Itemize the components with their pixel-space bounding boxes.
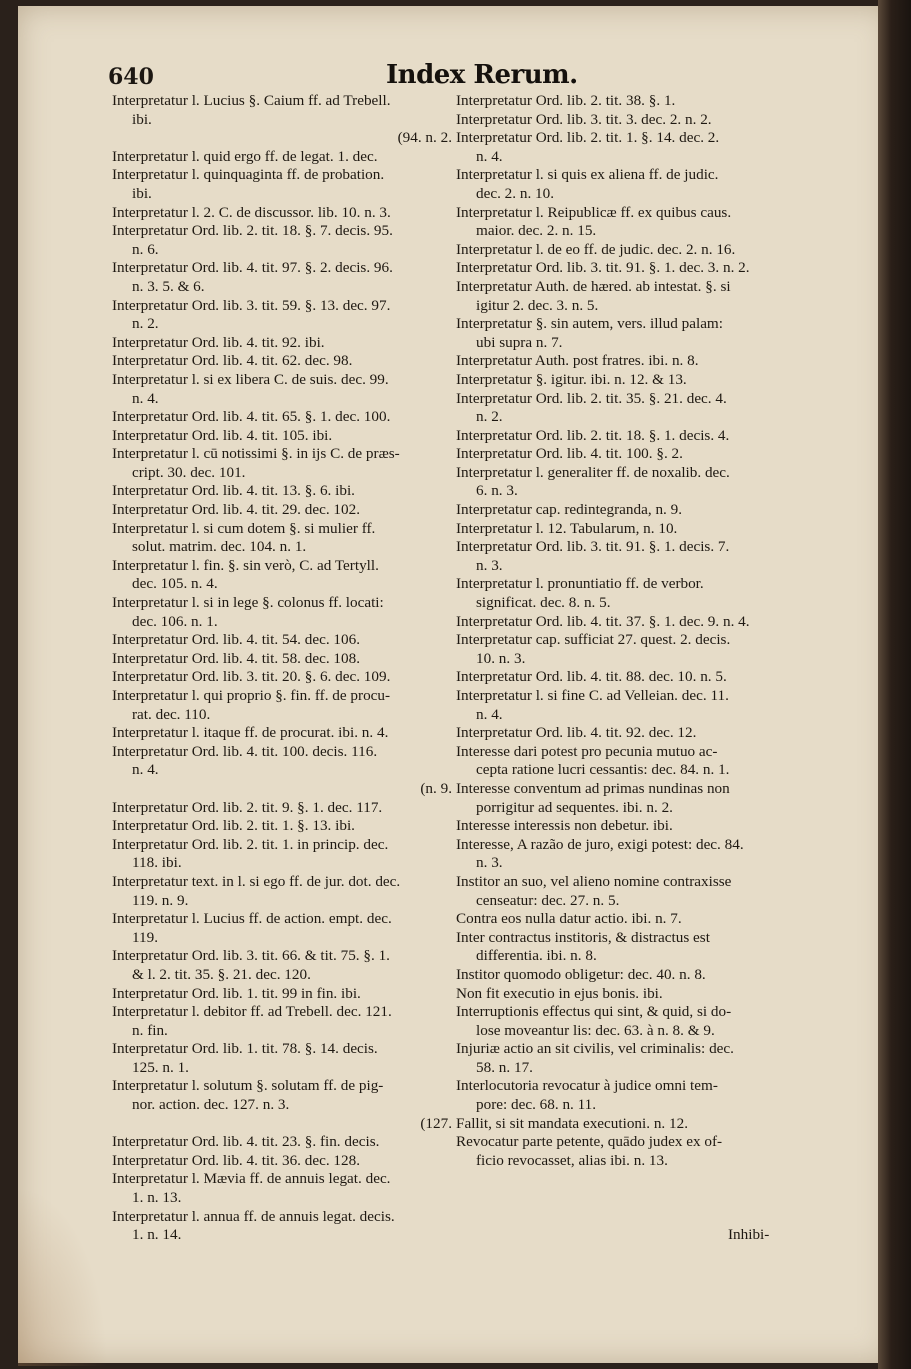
entry-continuation-line: pore: dec. 68. n. 11. — [476, 1096, 597, 1114]
entry-continuation-line: 118. ibi. — [132, 854, 182, 872]
index-entry — [456, 315, 786, 352]
index-entry — [112, 799, 452, 818]
index-entry — [456, 668, 786, 687]
entry-first-line: Interpretatur Ord. lib. 4. tit. 54. dec. 106. — [112, 631, 360, 649]
entry-first-line: Interlocutoria revocatur à judice omni tem- — [456, 1077, 718, 1095]
entry-first-line: Interpretatur text. in l. si ego ff. de jur. dot. dec. — [112, 872, 401, 890]
index-entry — [112, 1040, 452, 1077]
index-entry — [456, 817, 786, 836]
entry-first-line: Interpretatur cap. redintegranda, n. 9. — [456, 501, 683, 519]
entry-continuation-line: n. 3. 5. & 6. — [132, 277, 205, 295]
entry-first-line: Interpretatur l. Mævia ff. de annuis legat. dec. — [112, 1170, 391, 1188]
entry-continuation-line: n. 4. — [476, 147, 503, 165]
index-entry — [456, 985, 786, 1004]
entry-first-line: Inter contractus institoris, & distractus est — [456, 928, 710, 946]
index-entry — [112, 445, 452, 482]
entry-continuation-line: ibi. — [132, 110, 152, 128]
entry-first-line: Interpretatur l. 12. Tabularum, n. 10. — [456, 519, 678, 537]
entry-first-line: Interpretatur Ord. lib. 2. tit. 1. in princip. dec. — [112, 835, 389, 853]
entry-first-line: Revocatur parte petente, quādo judex ex of- — [456, 1133, 723, 1151]
entry-continuation-line: n. 2. — [476, 408, 503, 426]
index-entry — [456, 687, 786, 724]
entry-continuation-line: cepta ratione lucri cessantis: dec. 84. n. 1. — [476, 761, 730, 779]
entry-first-line: Interpretatur l. 2. C. de discussor. lib. 10. n. 3. — [112, 203, 391, 221]
entry-first-line: Institor an suo, vel alieno nomine contraxisse — [456, 872, 732, 890]
entry-first-line: Interpretatur §. igitur. ibi. n. 12. & 13. — [456, 370, 687, 388]
index-entry — [456, 1003, 786, 1040]
index-entry — [456, 575, 786, 612]
index-entry — [112, 352, 452, 371]
index-entry — [456, 278, 786, 315]
entry-first-line: Interesse interessis non debetur. ibi. — [456, 817, 673, 835]
entry-first-line: Interpretatur l. si in lege §. colonus ff. locati: — [112, 594, 384, 612]
entry-continuation-line: rat. dec. 110. — [132, 705, 211, 723]
entry-first-line: Interruptionis effectus qui sint, & quid, si do- — [456, 1003, 732, 1021]
index-entry — [456, 111, 786, 130]
index-entry — [456, 910, 786, 929]
entry-first-line: Interpretatur l. cū notissimi §. in ijs C. de præs- — [112, 445, 400, 463]
index-entry — [456, 1115, 786, 1134]
entry-first-line: Interpretatur Auth. post fratres. ibi. n. 8. — [456, 352, 699, 370]
entry-continuation-line: 125. n. 1. — [132, 1058, 189, 1076]
entry-first-line: Interpretatur §. sin autem, vers. illud palam: — [456, 315, 723, 333]
right-column — [456, 92, 786, 1170]
entry-first-line: Interpretatur Ord. lib. 3. tit. 91. §. 1. decis. 7. — [456, 538, 730, 556]
entry-continuation-line: (n. 9. — [420, 779, 452, 797]
index-entry — [112, 204, 452, 223]
index-entry — [456, 780, 786, 817]
entry-first-line: Interpretatur Ord. lib. 4. tit. 36. dec. 128. — [112, 1151, 360, 1169]
entry-continuation-line: censeatur: dec. 27. n. 5. — [476, 891, 620, 909]
entry-first-line: Interesse conventum ad primas nundinas non — [456, 779, 730, 797]
entry-continuation-line: n. 4. — [476, 705, 503, 723]
index-entry — [112, 1003, 452, 1040]
entry-continuation-line: porrigitur ad sequentes. ibi. n. 2. — [476, 798, 673, 816]
index-entry — [456, 520, 786, 539]
entry-continuation-line: (94. n. 2. — [397, 129, 452, 147]
entry-first-line: Contra eos nulla datur actio. ibi. n. 7. — [456, 910, 682, 928]
index-entry — [112, 836, 452, 873]
entry-first-line: Interpretatur Ord. lib. 4. tit. 29. dec. 102. — [112, 501, 360, 519]
index-entry — [112, 222, 452, 259]
entry-first-line: Interpretatur Ord. lib. 2. tit. 18. §. 1. decis. 4. — [456, 426, 730, 444]
entry-first-line: Interpretatur cap. sufficiat 27. quest. 2. decis. — [456, 631, 731, 649]
entry-first-line: Interpretatur Ord. lib. 4. tit. 97. §. 2. decis. 96. — [112, 259, 393, 277]
index-entry — [112, 148, 452, 167]
index-entry — [112, 297, 452, 334]
index-entry — [456, 724, 786, 743]
entry-first-line: Interpretatur l. Lucius ff. de action. empt. dec. — [112, 910, 392, 928]
entry-first-line: Interpretatur Ord. lib. 2. tit. 1. §. 13. ibi. — [112, 817, 355, 835]
entry-continuation-line: ibi. — [132, 184, 152, 202]
entry-first-line: Interpretatur Ord. lib. 3. tit. 66. & tit. 75. §. 1. — [112, 947, 390, 965]
index-entry — [456, 166, 786, 203]
entry-first-line: Interpretatur l. si quis ex aliena ff. de judic. — [456, 166, 719, 184]
entry-continuation-line: igitur 2. dec. 3. n. 5. — [476, 296, 599, 314]
entry-continuation-line: 10. n. 3. — [476, 649, 526, 667]
entry-first-line: Interpretatur Ord. lib. 4. tit. 105. ibi. — [112, 426, 333, 444]
index-entry — [112, 427, 452, 446]
index-entry — [456, 613, 786, 632]
entry-first-line: Interpretatur Ord. lib. 2. tit. 38. §. 1. — [456, 92, 676, 109]
index-entry — [456, 1077, 786, 1114]
index-entry — [456, 204, 786, 241]
entry-first-line: Interpretatur Ord. lib. 2. tit. 1. §. 14. dec. 2. — [456, 129, 720, 147]
index-entry — [112, 557, 452, 594]
entry-first-line: Fallit, si sit mandata executioni. n. 12. — [456, 1114, 688, 1132]
entry-continuation-line: dec. 106. n. 1. — [132, 612, 218, 630]
entry-first-line: Interpretatur l. si ex libera C. de suis. dec. 99. — [112, 370, 389, 388]
index-entry — [112, 947, 452, 984]
entry-continuation-line: significat. dec. 8. n. 5. — [476, 594, 611, 612]
entry-first-line: Interpretatur Ord. lib. 1. tit. 78. §. 14. decis. — [112, 1040, 378, 1058]
entry-first-line: Interpretatur l. quinquaginta ff. de probation. — [112, 166, 385, 184]
entry-first-line: Interpretatur Ord. lib. 4. tit. 58. dec. 108. — [112, 649, 360, 667]
index-entry — [112, 408, 452, 427]
entry-continuation-line: nor. action. dec. 127. n. 3. — [132, 1096, 290, 1114]
index-entry — [112, 166, 452, 203]
page-number: 640 — [108, 64, 154, 90]
entry-first-line: Interpretatur Ord. lib. 4. tit. 65. §. 1. dec. 100. — [112, 408, 391, 426]
entry-first-line: Interpretatur l. qui proprio §. fin. ff. de procu- — [112, 687, 391, 704]
index-entry — [112, 594, 452, 631]
index-entry — [112, 1152, 452, 1171]
index-entry — [112, 668, 452, 687]
entry-first-line: Interpretatur l. solutum §. solutam ff. de pig- — [112, 1077, 384, 1095]
entry-continuation-line: n. fin. — [132, 1021, 168, 1039]
index-entry — [112, 817, 452, 836]
index-entry — [112, 1170, 452, 1207]
entry-continuation-line: n. 4. — [132, 389, 159, 407]
index-entry — [112, 92, 452, 148]
index-entry — [112, 334, 452, 353]
entry-continuation-line: n. 3. — [476, 854, 503, 872]
entry-continuation-line: 6. n. 3. — [476, 482, 518, 500]
entry-first-line: Interpretatur l. Reipublicæ ff. ex quibus caus. — [456, 203, 732, 221]
index-entry — [112, 873, 452, 910]
index-entry — [456, 390, 786, 427]
index-entry — [456, 743, 786, 780]
entry-first-line: Interpretatur Auth. de hæred. ab intestat. §. si — [456, 277, 731, 295]
entry-first-line: Interpretatur Ord. lib. 2. tit. 18. §. 7. decis. 95. — [112, 222, 393, 240]
index-entry — [112, 631, 452, 650]
catchword: Inhibi- — [728, 1226, 770, 1243]
entry-first-line: Interpretatur Ord. lib. 3. tit. 20. §. 6. dec. 109. — [112, 668, 391, 686]
entry-first-line: Interpretatur Ord. lib. 4. tit. 100. decis. 116. — [112, 742, 378, 760]
entry-first-line: Interpretatur l. quid ergo ff. de legat. 1. dec. — [112, 147, 378, 165]
entry-first-line: Non fit executio in ejus bonis. ibi. — [456, 984, 663, 1002]
entry-first-line: Interpretatur Ord. lib. 4. tit. 13. §. 6. ibi. — [112, 482, 355, 500]
entry-continuation-line: dec. 2. n. 10. — [476, 184, 555, 202]
index-entry — [456, 92, 786, 111]
entry-continuation-line: ficio revocasset, alias ibi. n. 13. — [476, 1151, 668, 1169]
index-entry — [456, 259, 786, 278]
entry-first-line: Interpretatur l. pronuntiatio ff. de verbor. — [456, 575, 704, 593]
entry-first-line: Interesse dari potest pro pecunia mutuo ac- — [456, 742, 718, 760]
index-entry — [456, 464, 786, 501]
entry-first-line: Interpretatur l. de eo ff. de judic. dec. 2. n. 16. — [456, 240, 736, 258]
entry-first-line: Interpretatur l. Lucius §. Caium ff. ad Trebell. — [112, 92, 391, 109]
entry-first-line: Interpretatur Ord. lib. 4. tit. 37. §. 1. dec. 9. n. 4. — [456, 612, 750, 630]
entry-continuation-line: & l. 2. tit. 35. §. 21. dec. 120. — [132, 965, 311, 983]
index-entry — [456, 1040, 786, 1077]
index-entry — [112, 910, 452, 947]
entry-continuation-line: n. 3. — [476, 556, 503, 574]
index-entry — [112, 985, 452, 1004]
entry-continuation-line: 119. n. 9. — [132, 891, 189, 909]
index-entry — [456, 538, 786, 575]
entry-first-line: Interpretatur Ord. lib. 2. tit. 35. §. 21. dec. 4. — [456, 389, 727, 407]
entry-continuation-line: solut. matrim. dec. 104. n. 1. — [132, 538, 307, 556]
entry-first-line: Injuriæ actio an sit civilis, vel criminalis: dec. — [456, 1040, 734, 1058]
index-entry — [456, 352, 786, 371]
entry-continuation-line: n. 2. — [132, 315, 159, 333]
book-spine-edge — [878, 0, 911, 1369]
entry-continuation-line: ubi supra n. 7. — [476, 333, 563, 351]
entry-first-line: Interpretatur Ord. lib. 4. tit. 92. ibi. — [112, 333, 325, 351]
entry-first-line: Interpretatur Ord. lib. 2. tit. 9. §. 1. dec. 117. — [112, 798, 383, 816]
entry-first-line: Interpretatur l. si cum dotem §. si mulier ff. — [112, 519, 376, 537]
index-entry — [456, 873, 786, 910]
index-entry — [112, 501, 452, 520]
index-entry — [112, 650, 452, 669]
index-entry — [112, 724, 452, 743]
entry-continuation-line: cript. 30. dec. 101. — [132, 463, 246, 481]
index-entry — [112, 1208, 452, 1245]
index-entry — [112, 743, 452, 799]
entry-first-line: Interpretatur Ord. lib. 3. tit. 59. §. 13. dec. 97. — [112, 296, 391, 314]
entry-first-line: Interpretatur Ord. lib. 4. tit. 100. §. 2. — [456, 445, 683, 463]
paper-stain — [18, 1186, 108, 1366]
index-entry — [112, 1077, 452, 1133]
entry-continuation-line: (127. — [420, 1114, 452, 1132]
entry-continuation-line: maior. dec. 2. n. 15. — [476, 222, 597, 240]
index-entry — [456, 966, 786, 985]
index-entry — [112, 687, 452, 724]
entry-continuation-line: differentia. ibi. n. 8. — [476, 947, 597, 965]
entry-first-line: Interpretatur l. debitor ff. ad Trebell. dec. 121. — [112, 1003, 392, 1021]
entry-first-line: Interesse, A razão de juro, exigi potest: dec. 84. — [456, 835, 744, 853]
entry-continuation-line: lose moveantur lis: dec. 63. à n. 8. & 9. — [476, 1021, 715, 1039]
entry-continuation-line: 58. n. 17. — [476, 1058, 533, 1076]
entry-first-line: Interpretatur l. si fine C. ad Velleian. dec. 11. — [456, 687, 729, 704]
index-entry — [456, 241, 786, 260]
entry-first-line: Interpretatur Ord. lib. 4. tit. 23. §. fin. decis. — [112, 1133, 380, 1151]
index-entry — [456, 501, 786, 520]
index-entry — [112, 520, 452, 557]
index-entry — [112, 482, 452, 501]
entry-first-line: Interpretatur l. fin. §. sin verò, C. ad Tertyll. — [112, 556, 379, 574]
left-column — [112, 92, 452, 1245]
index-entry — [456, 836, 786, 873]
entry-first-line: Interpretatur Ord. lib. 4. tit. 88. dec. 10. n. 5. — [456, 668, 727, 686]
entry-first-line: Interpretatur Ord. lib. 4. tit. 92. dec. 12. — [456, 724, 697, 742]
running-header: Index Rerum. — [386, 60, 578, 90]
entry-continuation-line: n. 4. — [132, 761, 159, 779]
index-entry — [112, 1133, 452, 1152]
entry-first-line: Interpretatur Ord. lib. 3. tit. 91. §. 1. dec. 3. n. 2. — [456, 259, 750, 277]
index-entry — [456, 371, 786, 390]
index-entry — [456, 1133, 786, 1170]
entry-continuation-line: 1. n. 13. — [132, 1189, 182, 1207]
index-entry — [456, 929, 786, 966]
entry-first-line: Interpretatur l. annua ff. de annuis legat. decis. — [112, 1207, 395, 1225]
entry-first-line: Interpretatur l. itaque ff. de procurat. ibi. n. 4. — [112, 724, 389, 742]
index-entry — [456, 129, 786, 166]
entry-continuation-line: 1. n. 14. — [132, 1226, 182, 1244]
entry-first-line: Interpretatur Ord. lib. 3. tit. 3. dec. 2. n. 2. — [456, 110, 712, 128]
entry-first-line: Institor quomodo obligetur: dec. 40. n. 8. — [456, 965, 706, 983]
index-entry — [112, 259, 452, 296]
entry-first-line: Interpretatur Ord. lib. 4. tit. 62. dec. 98. — [112, 352, 353, 370]
entry-first-line: Interpretatur l. generaliter ff. de noxalib. dec. — [456, 463, 730, 481]
index-entry — [456, 427, 786, 446]
entry-first-line: Interpretatur Ord. lib. 1. tit. 99 in fin. ibi. — [112, 984, 361, 1002]
index-entry — [456, 631, 786, 668]
index-entry — [456, 445, 786, 464]
entry-continuation-line: dec. 105. n. 4. — [132, 575, 218, 593]
entry-continuation-line: 119. — [132, 928, 159, 946]
entry-continuation-line: n. 6. — [132, 240, 159, 258]
index-entry — [112, 371, 452, 408]
